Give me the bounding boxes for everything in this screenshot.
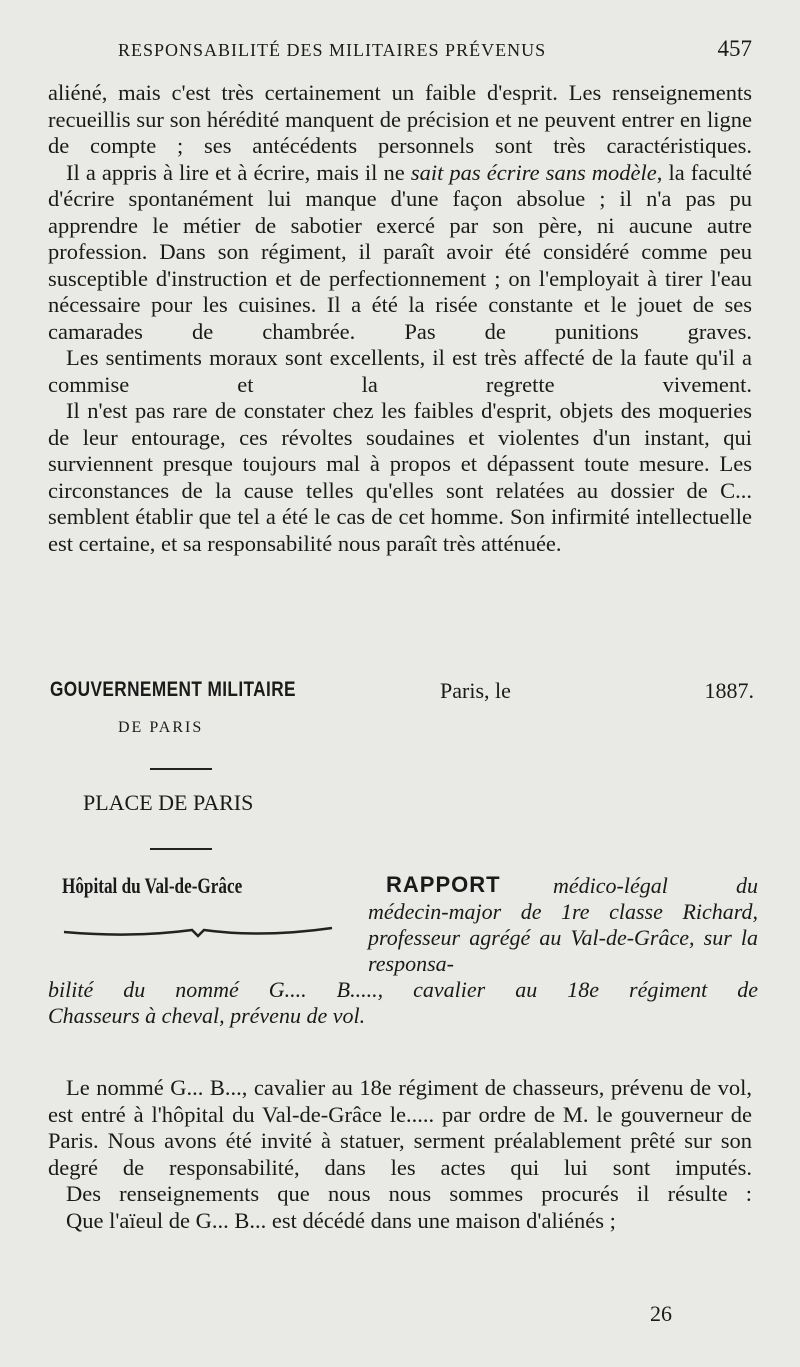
divider-rule xyxy=(150,768,212,770)
paragraph-5: Le nommé G... B..., cavalier au 18e régiment de chasseurs, prévenu de vol, est entré à l'hôpital du Val-de-Grâce le..... par ordre de M. le gouverneur de Paris. Nous avons été invité à statuer, serment préalablement prêté sur son degré de responsabilité, dans les actes qui lui sont imputés. xyxy=(48,1075,752,1180)
paragraph-7: Que l'aïeul de G... B... est décédé dans une maison d'aliénés ; xyxy=(66,1207,616,1233)
report-cont-line-2: Chasseurs à cheval, prévenu de vol. xyxy=(48,1003,366,1028)
report-heading-continuation xyxy=(48,977,758,1029)
report-title: RAPPORT xyxy=(386,872,501,897)
letterhead-left-title: GOUVERNEMENT MILITAIRE xyxy=(50,678,296,701)
italic-emphasis: sait pas écrire sans modèle xyxy=(410,159,657,185)
page-number: 457 xyxy=(717,36,752,61)
paragraph-4: Il n'est pas rare de constater chez les faibles d'esprit, objets des moqueries de leur entourage, ces révoltes soudaines et violentes d'un instant, qui surviennent presque toujours mal à propos et dépassent toute mesure. Les circonstances de la cause telles qu'elles sont relatées au dossier de C... semblent établir que tel a été le cas de cet homme. Son infirmité intellectuelle est certaine, et sa responsabilité nous paraît très atténuée. xyxy=(48,398,752,556)
signature-number: 26 xyxy=(650,1301,672,1326)
letterhead-year: 1887. xyxy=(704,678,754,703)
swash-ornament xyxy=(62,924,334,940)
paragraph-2 xyxy=(48,160,752,346)
report-heading-text: médico-légal du médecin-major de 1re classe Richard, professeur agrégé au Val-de-Grâce, sur la responsa- xyxy=(368,873,758,976)
hospital-name: Hôpital du Val-de-Grâce xyxy=(62,873,243,898)
body-text-bottom xyxy=(48,1075,752,1234)
letterhead-left-subtitle: DE PARIS xyxy=(118,719,204,736)
paragraph-6: Des renseignements que nous nous sommes procurés il résulte : xyxy=(66,1181,752,1206)
divider-rule xyxy=(150,848,212,850)
report-cont-line-1: bilité du nommé G.... B....., cavalier au 18e régiment de xyxy=(48,977,758,1002)
letterhead-place: PLACE DE PARIS xyxy=(83,790,254,815)
paragraph-1: aliéné, mais c'est très certainement un faible d'esprit. Les renseignements recueillis sur son hérédité manquent de précision et ne peuvent entrer en ligne de compte ; ses antécédents personnels sont très caractéristiques. xyxy=(48,80,752,158)
running-title: RESPONSABILITÉ DES MILITAIRES PRÉVENUS xyxy=(118,40,547,60)
running-header xyxy=(118,36,752,61)
letterhead-date: Paris, le xyxy=(440,678,511,703)
body-text-top xyxy=(48,80,752,557)
paragraph-2-text: Il a appris à lire et à écrire, mais il ne sait pas écrire sans modèle, la faculté d'écrire spontanément lui manque d'une façon absolue ; il n'a pas pu apprendre le métier de sabotier exercé par son père, ni aucune autre profession. Dans son régiment, il paraît avoir été considéré comme peu susceptible d'instruction et de perfectionnement ; on l'employait à tirer l'eau nécessaire pour les cuisines. Il a été la risée constante et le jouet de ses camarades de chambrée. Pas de punitions graves. xyxy=(48,159,753,344)
paragraph-3: Les sentiments moraux sont excellents, il est très affecté de la faute qu'il a commise et la regrette vivement. xyxy=(48,345,752,397)
